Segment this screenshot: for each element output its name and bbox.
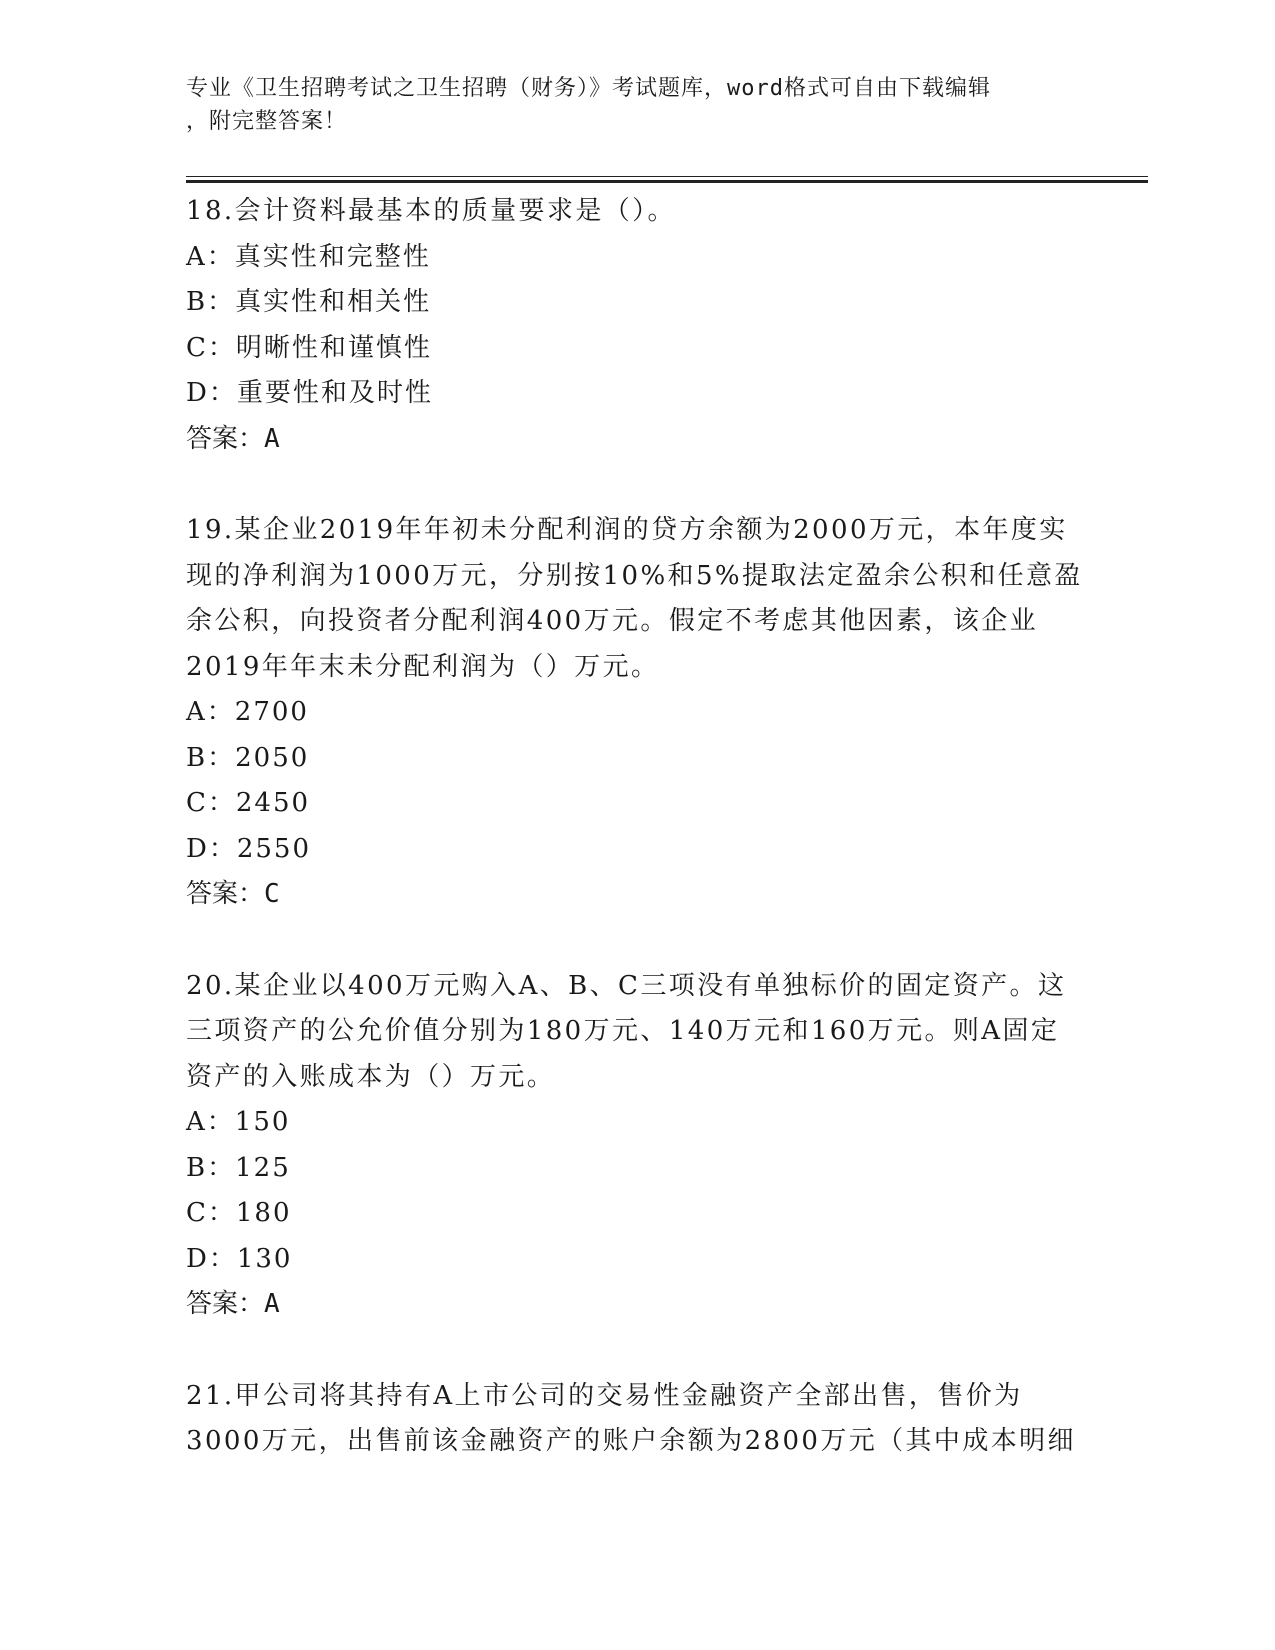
option-b: B：真实性和相关性 (186, 287, 432, 317)
question-text: 18.会计资料最基本的质量要求是（）。 (186, 196, 676, 226)
header-line-1: 专业《卫生招聘考试之卫生招聘（财务）》考试题库，word格式可自由下载编辑 (186, 76, 991, 101)
question-18 (186, 189, 1086, 462)
answer-line: 答案：A (186, 1289, 280, 1319)
header-divider-thick (186, 180, 1148, 183)
option-d: D：重要性和及时性 (186, 378, 433, 408)
question-19 (186, 508, 1086, 918)
header-divider-thin (186, 176, 1148, 177)
option-a: A：2700 (186, 697, 309, 727)
option-b: B：125 (186, 1152, 291, 1183)
question-list (186, 189, 1086, 1511)
option-d: D：130 (186, 1243, 293, 1274)
option-c: C：180 (186, 1198, 292, 1228)
question-text: 20.某企业以400万元购入A、B、C三项没有单独标价的固定资产。这三项资产的公允价值分别为180万元、140万元和160万元。则A固定资产的入账成本为（）万元。 (186, 970, 1067, 1092)
answer-line: 答案：C (186, 879, 280, 909)
question-20 (186, 964, 1086, 1328)
answer-line: 答案：A (186, 423, 280, 454)
option-d: D：2550 (186, 833, 312, 864)
option-a: A：真实性和完整性 (186, 241, 431, 272)
option-c: C：明晰性和谨慎性 (186, 332, 432, 363)
option-b: B：2050 (186, 742, 310, 773)
question-text: 19.某企业2019年年初未分配利润的贷方余额为2000万元，本年度实现的净利润为1000万元，分别按10%和5%提取法定盈余公积和任意盈余公积，向投资者分配利润400万元。假定不考虑其他因素，该企业2019年年末未分配利润为（）万元。 (186, 515, 1083, 682)
question-21 (186, 1374, 1086, 1465)
option-a: A：150 (186, 1107, 291, 1137)
question-text: 21.甲公司将其持有A上市公司的交易性金融资产全部出售，售价为3000万元，出售前该金融资产的账户余额为2800万元（其中成本明细 (186, 1380, 1076, 1456)
option-c: C：2450 (186, 788, 311, 818)
document-header (186, 72, 1086, 138)
header-line-2: ，附完整答案！ (186, 109, 348, 134)
